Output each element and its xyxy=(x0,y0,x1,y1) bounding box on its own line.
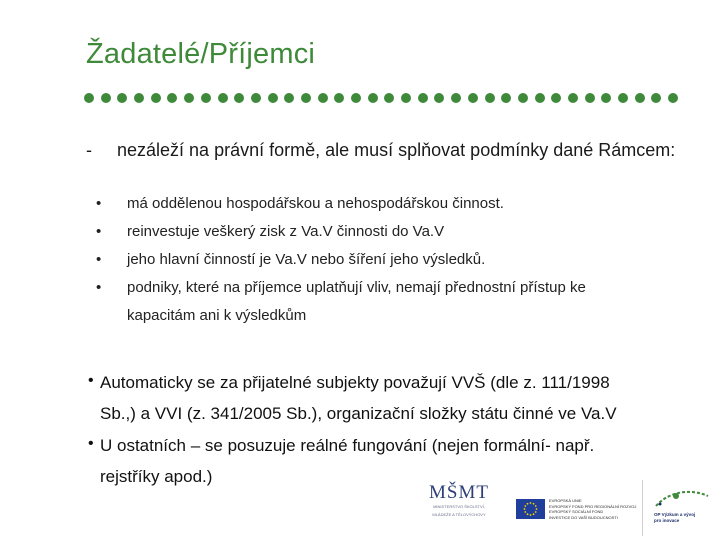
bullet: • xyxy=(88,372,94,389)
sub-item-text: podniky, které na příjemce uplatňují vliv, nemají přednostní přístup ke xyxy=(127,279,586,296)
lead-text: nezáleží na právní formě, ale musí splňovat podmínky dané Rámcem: xyxy=(117,140,676,160)
main-item-text: Automaticky se za přijatelné subjekty považují VVŠ (dle z. 111/1998 xyxy=(100,373,610,392)
eu-flag-icon xyxy=(516,499,545,519)
eu-text-line: EVROPSKÝ SOCIÁLNÍ FOND xyxy=(549,509,604,514)
op-text xyxy=(654,512,695,523)
eu-text xyxy=(549,498,636,520)
msmt-mark: MŠMT xyxy=(429,482,489,503)
footer-logos xyxy=(420,478,720,540)
sub-item-text: jeho hlavní činností je Va.V nebo šíření jeho výsledků. xyxy=(127,251,486,268)
eu-text-line: EVROPSKÝ FOND PRO REGIONÁLNÍ ROZVOJ xyxy=(549,503,637,509)
dash-marker: - xyxy=(86,140,92,160)
bullet: • xyxy=(96,195,102,212)
eu-logo xyxy=(516,497,660,521)
logo-separator xyxy=(642,480,643,536)
dotted-divider xyxy=(84,93,678,103)
main-item-text: U ostatních – se posuzuje reálné fungování (nejen formální- např. xyxy=(100,436,595,455)
slide-title: Žadatelé/Příjemci xyxy=(86,38,316,70)
bullet: • xyxy=(96,279,102,296)
bullet: • xyxy=(96,251,102,268)
main-item-text: Sb.,) a VVI (z. 341/2005 Sb.), organizační složky státu činné ve Va.V xyxy=(100,404,617,423)
op-text-line: pro inovace xyxy=(654,517,680,523)
bullet: • xyxy=(88,435,94,452)
op-text-line: OP Výzkum a vývoj xyxy=(654,512,696,517)
bullet: • xyxy=(96,223,102,240)
sub-item-continuation-text: kapacitám ani k výsledkům xyxy=(127,307,307,324)
op-swoosh-icon xyxy=(652,486,712,512)
sub-item-text: má oddělenou hospodářskou a nehospodářskou činnost. xyxy=(127,195,504,212)
msmt-caption: MINISTERSTVO ŠKOLSTVÍ, xyxy=(433,504,485,509)
eu-text-line: INVESTICE DO VAŠÍ BUDOUCNOSTI xyxy=(549,514,618,520)
op-vavpi-logo xyxy=(652,486,714,534)
eu-text-line: EVROPSKÁ UNIE xyxy=(549,498,582,503)
msmt-logo xyxy=(420,484,498,517)
msmt-caption: MLÁDEŽE A TĚLOVÝCHOVY xyxy=(432,512,486,517)
main-item-text: rejstříky apod.) xyxy=(100,467,213,486)
sub-item-text: reinvestuje veškerý zisk z Va.V činnosti do Va.V xyxy=(127,223,445,240)
